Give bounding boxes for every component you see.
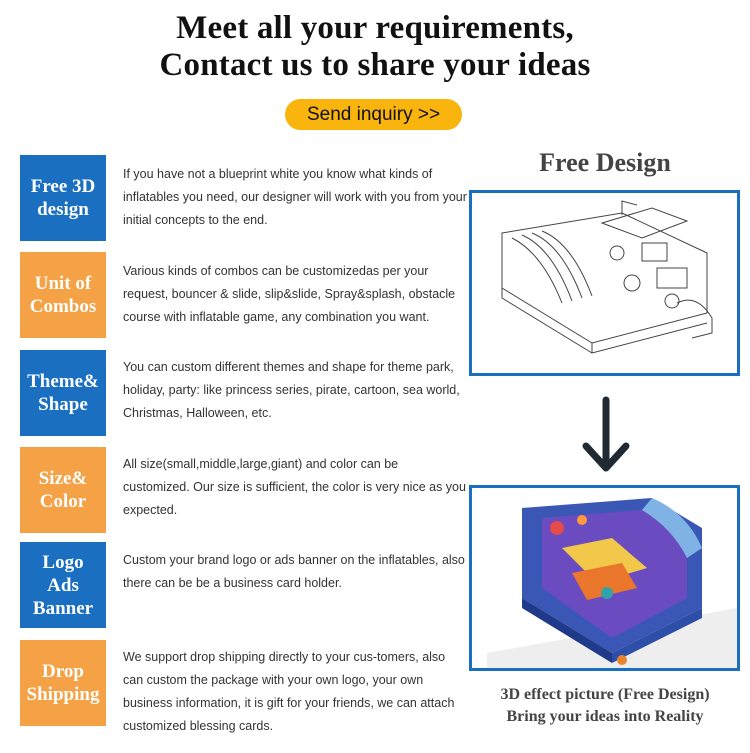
desc-logo-ads-banner: Custom your brand logo or ads banner on the inflatables, also there can be be a business card holder. — [123, 553, 465, 590]
send-inquiry-button[interactable]: Send inquiry >> — [285, 99, 462, 130]
badge-logo-ads-banner: Logo Ads Banner — [20, 542, 106, 628]
badge-unit-of-combos: Unit of Combos — [20, 252, 106, 338]
arrow-down-icon — [580, 396, 632, 474]
sketch-image-frame — [469, 190, 740, 376]
headline-line-2: Contact us to share your ideas — [159, 47, 591, 83]
desc-unit-of-combos: Various kinds of combos can be customizedas per your request, bouncer & slide, slip&slide, Spray&splash, obstacle course with inflatable game, any combination you want. — [123, 264, 456, 324]
badge-theme-shape: Theme& Shape — [20, 350, 106, 436]
free-design-title: Free Design — [539, 148, 671, 177]
render-image-frame — [469, 485, 740, 671]
render-caption-line-1: 3D effect picture (Free Design) — [500, 686, 710, 703]
inflatable-3d-render-image — [472, 488, 737, 668]
badge-free-3d-design: Free 3D design — [20, 155, 106, 241]
headline-line-1: Meet all your requirements, — [176, 10, 574, 46]
desc-drop-shipping: We support drop shipping directly to your cus-tomers, also can custom the package with your own logo, your own business information, it is gift for your friends, we can attach customized blessing cards. — [123, 650, 455, 733]
badge-drop-shipping: Drop Shipping — [20, 640, 106, 726]
desc-theme-shape: You can custom different themes and shape for theme park, holiday, party: like princess series, pirate, cartoon, sea world, Christmas, Halloween, etc. — [123, 360, 460, 420]
desc-size-color: All size(small,middle,large,giant) and color can be customized. Our size is sufficient, the color is very nice as you expected. — [123, 457, 466, 517]
badge-size-color: Size& Color — [20, 447, 106, 533]
inflatable-sketch-image — [472, 193, 737, 373]
render-caption-line-2: Bring your ideas into Reality — [506, 708, 704, 725]
desc-free-3d-design: If you have not a blueprint white you know what kinds of inflatables you need, our designer will work with you from your initial concepts to the end. — [123, 167, 467, 227]
